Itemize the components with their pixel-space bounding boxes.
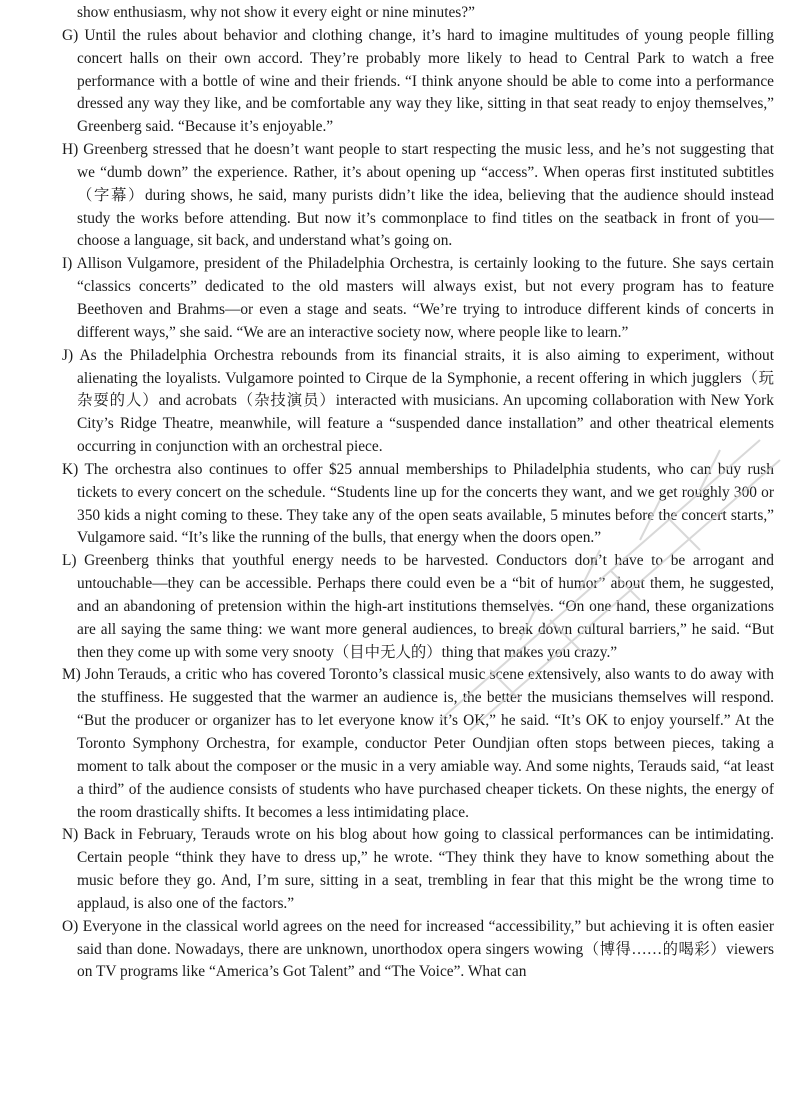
paragraph-text: Greenberg stressed that he doesn’t want people to start respecting the music less, and he’s not suggesting that we “dumb down” the experience. Rather, it’s about opening up “access”. When operas first instituted subtitles（字幕）during shows, he said, many purists didn’t like the idea, believing that the audience should instead study the works before attending. But now it’s commonplace to find titles on the seatback in front of you—choose a language, sit back, and understand what’s going on. [77,141,774,250]
paragraph-label: O) [62,917,79,935]
paragraph-text: Until the rules about behavior and clothing change, it’s hard to imagine multitudes of young people filling concert halls on their own accord. They’re probably more likely to head to Central Park to watch a free performance with a bottle of wine and their friends. “I think anyone should be able to come into a performance dressed any way they like, and be comfortable any way they like, sitting in that seat ready to enjoy themselves,” Greenberg said. “Because it’s enjoyable.” [77,26,774,136]
paragraph [62,824,774,915]
paragraph-label: M) [62,666,81,684]
paragraph-list [62,25,774,984]
paragraph [62,253,774,344]
paragraph [62,664,774,824]
paragraph [62,459,774,550]
paragraph-text: Allison Vulgamore, president of the Philadelphia Orchestra, is certainly looking to the future. She says certain “classics concerts” dedicated to the old masters will always exist, but not every program has to feature Beethoven and Brahms—or even a stage and seats. “We’re trying to introduce different kinds of concerts in different ways,” she said. “We are an interactive society now, where people like to learn.” [76,255,774,341]
paragraph-text: Back in February, Terauds wrote on his blog about how going to classical performances can be intimidating. Certain people “think they have to dress up,” he wrote. “They think they have to know something about the music before they go. And, I’m sure, sitting in a seat, trembling in fear that this might be the wrong time to applaud, is also one of the factors.” [77,826,774,912]
paragraph [62,139,774,253]
paragraph-label: L) [62,552,77,570]
paragraph-label: G) [62,26,79,44]
paragraph-text: John Terauds, a critic who has covered Toronto’s classical music scene extensively, also wants to do away with the stuffiness. He suggested that the warmer an audience is, the better the musicians themselves will respond. “But the producer or organizer has to let everyone know it’s OK,” he said. “It’s OK to enjoy yourself.” At the Toronto Symphony Orchestra, for example, conductor Peter Oundjian often stops between pieces, taking a moment to talk about the composer or the music in a very amiable way. And some nights, Terauds said, “at least a third” of the audience consists of students who have purchased cheaper tickets. On these nights, the energy of the room drastically shifts. It becomes a less intimidating place. [77,666,774,821]
paragraph-label: K) [62,460,79,478]
paragraph [62,345,774,459]
intro-continuation: show enthusiasm, why not show it every eight or nine minutes?” [77,4,475,21]
paragraph-label: N) [62,826,79,844]
paragraph-text: Greenberg thinks that youthful energy needs to be harvested. Conductors don’t have to be arrogant and untouchable—they can be accessible. Perhaps there could even be a “bit of humor” about them, he suggested, and an abandoning of pretension within the high-art institutions themselves. “On one hand, these organizations are all saying the same thing: we want more general audiences, to break down cultural barriers,” he said. “But then they come up with some very snooty（目中无人的）thing that makes you crazy.” [77,552,774,661]
paragraph-label: H) [62,141,79,159]
document-page [62,2,774,984]
paragraph [62,550,774,664]
paragraph-text: The orchestra also continues to offer $25 annual memberships to Philadelphia students, who can buy rush tickets to every concert on the schedule. “Students line up for the concerts they want, and we get roughly 300 or 350 kids a night coming to these. They take any of the open seats available, 5 minutes before the concert starts,” Vulgamore said. “It’s like the running of the bulls, that energy when the doors open.” [77,460,774,547]
paragraph-label: I) [62,255,73,273]
paragraph-label: J) [62,346,74,364]
paragraph-text: As the Philadelphia Orchestra rebounds from its financial straits, it is also aiming to experiment, without alienating the loyalists. Vulgamore pointed to Cirque de la Symphonie, a recent offering in which jugglers（玩杂耍的人）and acrobats（杂技演员）interacted with musicians. An upcoming collaboration with New York City’s Ridge Theatre, meanwhile, will feature a “suspended dance installation” and other theatrical elements occurring in conjunction with an orchestral piece. [77,346,774,456]
paragraph [62,25,774,139]
paragraph [62,916,774,985]
paragraph-text: Everyone in the classical world agrees on the need for increased “accessibility,” but achieving it is often easier said than done. Nowadays, there are unknown, unorthodox opera singers wowing（博得……的喝彩）viewers on TV programs like “America’s Got Talent” and “The Voice”. What can [77,917,774,981]
